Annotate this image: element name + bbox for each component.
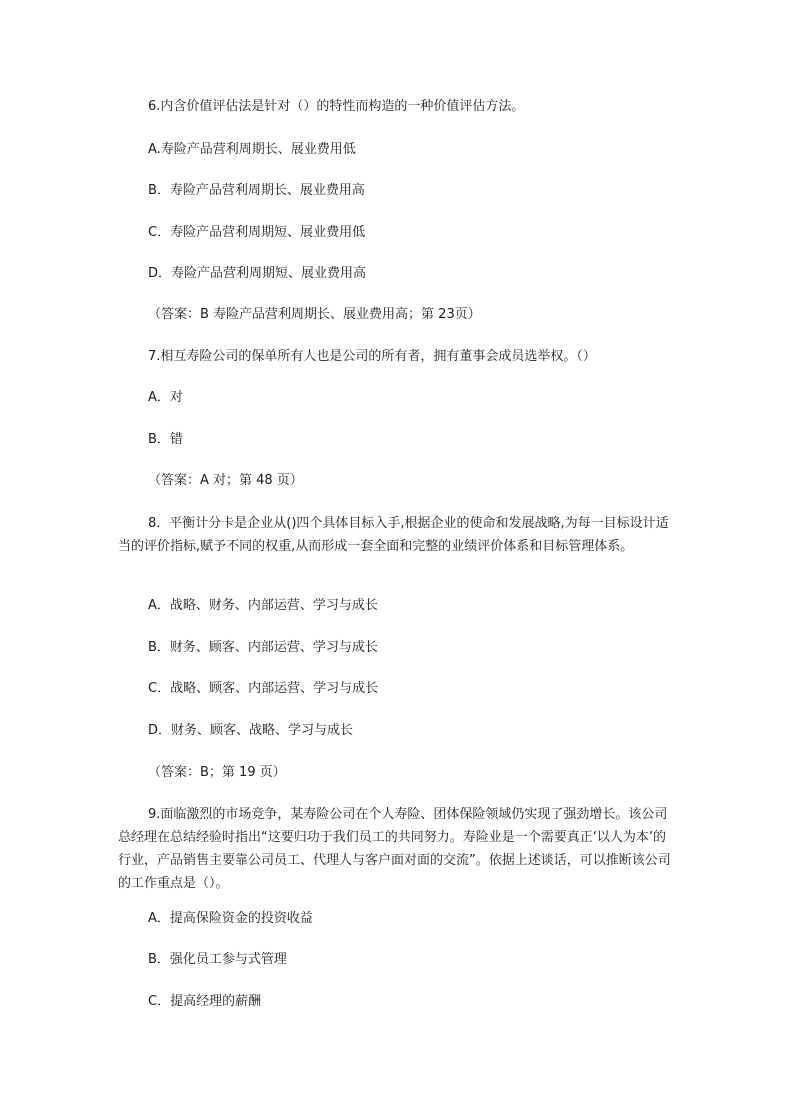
question-8-answer: （答案：B；第 19 页） — [148, 765, 286, 780]
question-9-option-a: A．提高保险资金的投资收益 — [148, 911, 313, 926]
question-8-stem: 8．平衡计分卡是企业从()四个具体目标入手,根据企业的使命和发展战略,为每一目标设计适当的评价指标,赋予不同的权重,从而形成一套全面和完整的业绩评价体系和目标管理体系。 — [118, 516, 669, 554]
question-6-option-c: C．寿险产品营利周期短、展业费用低 — [148, 225, 366, 240]
question-9-option-c: C．提高经理的薪酬 — [148, 994, 262, 1009]
question-8-option-c: C．战略、顾客、内部运营、学习与成长 — [148, 681, 379, 696]
question-6-stem: 6.内含价值评估法是针对（）的特性而构造的一种价值评估方法。 — [148, 99, 525, 114]
question-7-stem: 7.相互寿险公司的保单所有人也是公司的所有者，拥有董事会成员选举权。（） — [148, 349, 596, 364]
question-8-option-a: A．战略、财务、内部运营、学习与成长 — [148, 598, 378, 613]
question-6-option-a: A.寿险产品营利周期长、展业费用低 — [148, 142, 356, 157]
question-6-option-d: D．寿险产品营利周期短、展业费用高 — [148, 266, 367, 281]
question-7-option-b: B．错 — [148, 432, 183, 447]
question-7-answer: （答案：A 对；第 48 页） — [148, 473, 303, 488]
question-9-option-b: B．强化员工参与式管理 — [148, 952, 287, 967]
question-6-option-b: B．寿险产品营利周期长、展业费用高 — [148, 183, 365, 198]
question-7-option-a: A．对 — [148, 390, 183, 405]
question-6-answer: （答案：B 寿险产品营利周期长、展业费用高；第 23页） — [148, 307, 481, 322]
question-8-option-b: B．财务、顾客、内部运营、学习与成长 — [148, 640, 378, 655]
question-9-stem: 9.面临激烈的市场竞争，某寿险公司在个人寿险、团体保险领域仍实现了强劲增长。该公司总经理在总结经验时指出“这要归功于我们员工的共同努力。寿险业是一个需要真正‘以人为本’的行业，产品销售主要靠公司员工、代理人与客户面对面的交流”。依据上述谈话，可以推断该公司的工作重点是（）。 — [118, 807, 671, 891]
question-8-option-d: D．财务、顾客、战略、学习与成长 — [148, 723, 354, 738]
